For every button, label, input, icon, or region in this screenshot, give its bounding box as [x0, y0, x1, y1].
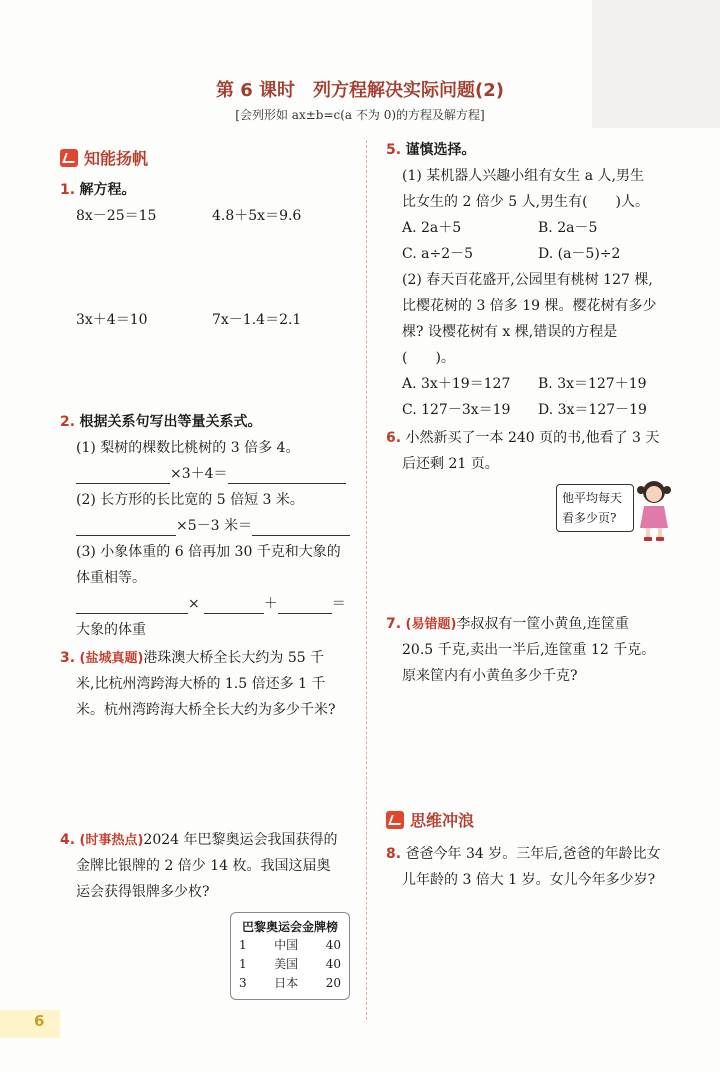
answer-blank[interactable]: [278, 598, 332, 614]
q5-heading: [386, 140, 476, 160]
medal-gold: 40: [325, 957, 341, 971]
q5-number: 5.: [386, 142, 402, 158]
q1-heading: [60, 180, 136, 200]
q3-line1: [60, 648, 324, 669]
q4-text-1: 2024 年巴黎奥运会我国获得的: [143, 832, 338, 848]
q4-number: 4.: [60, 832, 76, 848]
speech-bubble: [556, 484, 634, 532]
q6-number: 6.: [386, 430, 402, 446]
q7-line2: 20.5 千克,卖出一半后,连筐重 12 千克。: [402, 642, 656, 658]
q8-line2: 儿年龄的 3 倍大 1 岁。女儿今年多少岁?: [402, 872, 656, 888]
medal-rank: 1: [239, 957, 247, 971]
q7-tag: (易错题): [405, 617, 457, 632]
q5-p2-line4: ( )。: [402, 350, 455, 366]
q5-p2-line1: (2) 春天百花盛开,公园里有桃树 127 棵,: [402, 272, 653, 288]
q1-text: 解方程。: [79, 182, 136, 198]
girl-illustration-icon: [632, 478, 676, 542]
q2-part1-answer-line: [76, 464, 346, 484]
q2-part3-line2: 体重相等。: [76, 570, 146, 586]
medal-country: 中国: [274, 938, 299, 952]
sail-icon: [60, 149, 78, 167]
q4-line1: [60, 830, 338, 851]
answer-blank[interactable]: [76, 520, 176, 536]
q1-eq-2: 4.8＋5x＝9.6: [212, 208, 302, 224]
q2-number: 2.: [60, 414, 76, 430]
q7-text-1: 李叔叔有一筐小黄鱼,连筐重: [456, 616, 629, 632]
medal-row: [231, 975, 349, 992]
lesson-title: 第 6 课时 列方程解决实际问题(2): [215, 80, 505, 101]
q5-p2-line2: 比樱花树的 3 倍多 19 棵。樱花树有多少: [402, 298, 657, 314]
footer-band: [0, 1010, 60, 1038]
q3-text-1: 港珠澳大桥全长大约为 55 千: [143, 650, 325, 666]
medal-gold: 40: [325, 938, 341, 952]
section-zhineng: [60, 146, 148, 169]
q1-eq-1: 8x－25＝15: [76, 208, 157, 224]
section-zhineng-label: 知能扬帆: [84, 149, 149, 168]
q8-text-1: 爸爸今年 34 岁。三年后,爸爸的年龄比女: [405, 846, 661, 862]
q4-line3: 运会获得银牌多少枚?: [76, 884, 210, 900]
section-siwei: [386, 808, 474, 831]
q5-p1-option-b[interactable]: B. 2a－5: [538, 220, 598, 236]
medal-country: 美国: [274, 957, 299, 971]
medal-gold: 20: [325, 976, 341, 990]
column-divider: [366, 140, 367, 1020]
medal-country: 日本: [274, 976, 299, 990]
page-number: 6: [34, 1012, 45, 1030]
answer-blank[interactable]: [204, 598, 264, 614]
q2-part3-plus: ＋: [263, 596, 278, 612]
medal-row: [231, 937, 349, 954]
medal-row: [231, 956, 349, 973]
q3-number: 3.: [60, 650, 76, 666]
q5-p1-line2: 比女生的 2 倍少 5 人,男生有( )人。: [402, 194, 649, 210]
lesson-subtitle: [会列形如 ax±b=c(a 不为 0)的方程及解方程]: [235, 108, 485, 122]
q2-part1-expr: ×3＋4＝: [170, 466, 228, 482]
medal-rank: 3: [239, 976, 247, 990]
q5-p1-option-d[interactable]: D. (a－5)÷2: [538, 246, 621, 262]
q6-text-1: 小然新买了一本 240 页的书,他看了 3 天: [405, 430, 660, 446]
q2-heading: [60, 412, 262, 432]
medal-table-title: 巴黎奥运会金牌榜: [241, 920, 338, 934]
q1-number: 1.: [60, 182, 76, 198]
q6-line1: [386, 428, 659, 448]
answer-blank[interactable]: [76, 468, 170, 484]
q5-p2-option-d[interactable]: D. 3x＝127－19: [538, 402, 647, 418]
bubble-line-1: 他平均每天: [562, 491, 623, 505]
q2-text: 根据关系句写出等量关系式。: [79, 414, 262, 430]
q7-line1: [386, 614, 629, 635]
q7-line3: 原来筐内有小黄鱼多少千克?: [402, 668, 578, 684]
q5-p2-line3: 棵? 设樱花树有 x 棵,错误的方程是: [402, 324, 618, 340]
q2-part2: (2) 长方形的长比宽的 5 倍短 3 米。: [76, 492, 304, 508]
q2-part3-line1: (3) 小象体重的 6 倍再加 30 千克和大象的: [76, 544, 341, 560]
q8-line1: [386, 844, 661, 864]
q3-line2: 米,比杭州湾跨海大桥的 1.5 倍还多 1 千: [76, 676, 326, 692]
q2-part2-expr: ×5－3 米＝: [176, 518, 252, 534]
q5-p2-option-b[interactable]: B. 3x＝127＋19: [538, 376, 647, 392]
q6-line2: 后还剩 21 页。: [402, 456, 499, 472]
answer-blank[interactable]: [76, 598, 188, 614]
bubble-line-2: 看多少页?: [562, 511, 617, 525]
q5-p1-option-c[interactable]: C. a÷2－5: [402, 246, 474, 262]
medal-table: [230, 912, 350, 1000]
q5-p1-line1: (1) 某机器人兴趣小组有女生 a 人,男生: [402, 168, 644, 184]
answer-blank[interactable]: [252, 520, 350, 536]
q5-text: 谨慎选择。: [405, 142, 476, 158]
q2-part3-answer-line: [76, 594, 346, 614]
q3-line3: 米。杭州湾跨海大桥全长大约为多少千米?: [76, 702, 336, 718]
wave-icon: [386, 811, 404, 829]
q5-p2-option-a[interactable]: A. 3x＋19＝127: [402, 376, 511, 392]
q1-eq-4: 7x－1.4＝2.1: [212, 312, 302, 328]
q1-eq-3: 3x＋4＝10: [76, 312, 148, 328]
q2-part3-line3: 大象的体重: [76, 622, 146, 638]
q4-line2: 金牌比银牌的 2 倍少 14 枚。我国这届奥: [76, 858, 331, 874]
q2-part1: (1) 梨树的棵数比桃树的 3 倍多 4。: [76, 440, 300, 456]
q2-part3-times: ×: [188, 596, 200, 612]
answer-blank[interactable]: [228, 468, 346, 484]
q4-tag: (时事热点): [79, 833, 144, 848]
q5-p1-option-a[interactable]: A. 2a＋5: [402, 220, 462, 236]
section-siwei-label: 思维冲浪: [410, 811, 475, 830]
q8-number: 8.: [386, 846, 402, 862]
q5-p2-option-c[interactable]: C. 127－3x＝19: [402, 402, 511, 418]
q3-tag: (盐城真题): [79, 651, 144, 666]
medal-rank: 1: [239, 938, 247, 952]
q2-part3-eq: ＝: [331, 596, 346, 612]
q2-part2-answer-line: [76, 516, 350, 536]
q7-number: 7.: [386, 616, 402, 632]
